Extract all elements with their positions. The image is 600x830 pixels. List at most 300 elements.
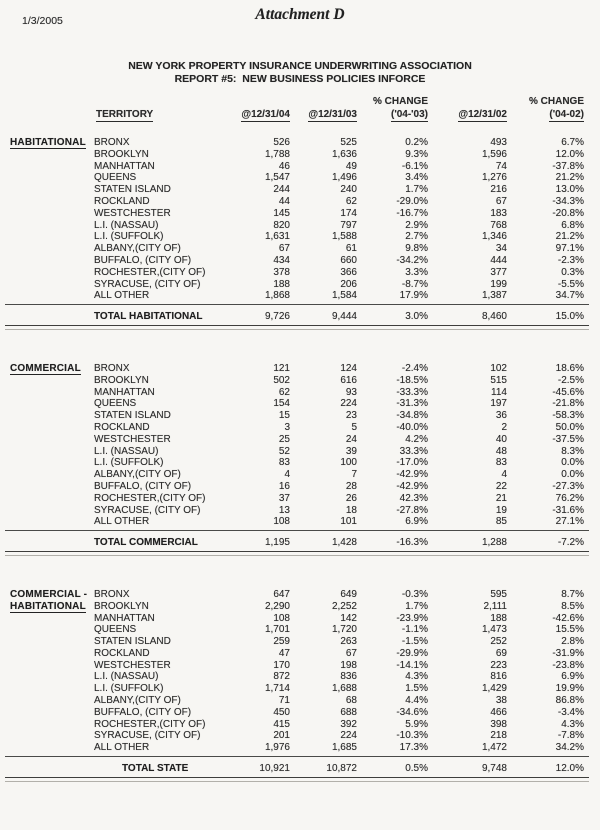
value-12-31-03-cell: 224 bbox=[340, 730, 357, 742]
horizontal-rule-double bbox=[5, 777, 589, 782]
value-12-31-04-cell: 244 bbox=[273, 184, 290, 196]
value-12-31-04-cell: 378 bbox=[273, 266, 290, 278]
table-row bbox=[10, 243, 584, 255]
value-12-31-02-cell: 21 bbox=[495, 492, 507, 504]
pct-change-04-03-cell: -16.7% bbox=[396, 207, 428, 219]
pct-change-04-03-cell: -18.5% bbox=[396, 374, 428, 386]
table-row bbox=[10, 422, 584, 434]
territory-cell: BUFFALO, (CITY OF) bbox=[94, 706, 192, 718]
pct-change-04-02-cell: -2.3% bbox=[557, 254, 584, 266]
pct-change-04-03-cell: -34.2% bbox=[396, 254, 428, 266]
pct-change-04-02-cell: 6.8% bbox=[561, 219, 584, 231]
section-label-cell bbox=[10, 719, 78, 731]
pct-change-04-03-cell: -34.6% bbox=[396, 706, 428, 718]
chg-range-1-label: ('04-'03) bbox=[391, 109, 428, 123]
table-row bbox=[10, 589, 584, 601]
territory-cell: ALBANY,(CITY OF) bbox=[94, 695, 181, 707]
value-12-31-02-cell: 444 bbox=[490, 254, 507, 266]
table-row bbox=[10, 730, 584, 742]
territory-cell: SYRACUSE, (CITY OF) bbox=[94, 278, 201, 290]
table-row bbox=[10, 446, 584, 458]
section-label-cell bbox=[10, 422, 78, 434]
pct-change-04-03-cell: -2.4% bbox=[401, 362, 428, 374]
value-12-31-02-cell: 199 bbox=[490, 278, 507, 290]
table-body bbox=[10, 137, 584, 782]
table-section bbox=[10, 137, 584, 330]
territory-cell: ROCHESTER,(CITY OF) bbox=[94, 492, 206, 504]
pct-change-04-03-cell: 3.3% bbox=[405, 266, 428, 278]
value-12-31-02-cell: 74 bbox=[495, 160, 507, 172]
value-12-31-03-cell: 10,872 bbox=[326, 763, 357, 775]
table-row bbox=[10, 149, 584, 161]
pct-change-04-03-cell: -1.1% bbox=[401, 624, 428, 636]
pct-change-04-03-cell: 0.5% bbox=[405, 763, 428, 775]
value-12-31-04-cell: 1,701 bbox=[264, 624, 290, 636]
table-row bbox=[10, 457, 584, 469]
value-12-31-03-cell: 24 bbox=[345, 433, 357, 445]
value-12-31-03-cell: 1,584 bbox=[331, 290, 357, 302]
total-row bbox=[10, 311, 584, 323]
col-12-31-02-label: @12/31/02 bbox=[458, 109, 507, 123]
value-12-31-04-cell: 526 bbox=[273, 137, 290, 148]
value-12-31-04-cell: 16 bbox=[278, 480, 290, 492]
territory-cell: QUEENS bbox=[94, 624, 137, 636]
pct-change-04-03-cell: 0.2% bbox=[405, 137, 428, 148]
section-label-cell bbox=[10, 516, 78, 528]
table-row bbox=[10, 220, 584, 232]
value-12-31-04-cell: 434 bbox=[273, 254, 290, 266]
territory-cell: WESTCHESTER bbox=[94, 207, 171, 219]
org-title: NEW YORK PROPERTY INSURANCE UNDERWRITING ASSOCIATION bbox=[128, 60, 472, 72]
value-12-31-03-cell: 174 bbox=[340, 207, 357, 219]
value-12-31-04-cell: 37 bbox=[278, 492, 290, 504]
pct-change-04-02-cell: 15.0% bbox=[555, 311, 584, 323]
pct-change-04-03-cell: -34.8% bbox=[396, 410, 428, 422]
table-row bbox=[10, 410, 584, 422]
table-row bbox=[10, 481, 584, 493]
value-12-31-02-cell: 9,748 bbox=[481, 763, 507, 775]
value-12-31-03-cell: 616 bbox=[340, 374, 357, 386]
value-12-31-02-cell: 1,429 bbox=[481, 683, 507, 695]
value-12-31-03-cell: 240 bbox=[340, 184, 357, 196]
section-label-cell bbox=[10, 220, 78, 232]
pct-change-04-02-cell: -37.5% bbox=[552, 433, 584, 445]
value-12-31-02-cell: 398 bbox=[490, 718, 507, 730]
pct-change-04-02-header bbox=[507, 96, 584, 122]
pct-change-04-02-cell: 97.1% bbox=[555, 243, 584, 255]
value-12-31-03-cell: 1,496 bbox=[331, 172, 357, 184]
value-12-31-04-cell: 44 bbox=[278, 195, 290, 207]
value-12-31-02-cell: 218 bbox=[490, 730, 507, 742]
value-12-31-04-cell: 502 bbox=[273, 374, 290, 386]
territory-cell: BROOKLYN bbox=[94, 374, 149, 386]
col-12-31-02-header bbox=[428, 109, 507, 123]
report-table bbox=[10, 96, 584, 782]
value-12-31-03-cell: 9,444 bbox=[331, 311, 357, 323]
value-12-31-04-cell: 188 bbox=[273, 278, 290, 290]
value-12-31-03-cell: 366 bbox=[340, 266, 357, 278]
value-12-31-02-cell: 183 bbox=[490, 207, 507, 219]
pct-change-04-02-cell: 19.9% bbox=[555, 683, 584, 695]
section-label-cell bbox=[10, 161, 78, 173]
value-12-31-04-cell: 2,290 bbox=[264, 600, 290, 612]
value-12-31-03-cell: 392 bbox=[340, 718, 357, 730]
section-label-cell bbox=[10, 613, 78, 625]
territory-cell: L.I. (NASSAU) bbox=[94, 445, 159, 457]
chg-range-2-label: ('04-02) bbox=[549, 109, 584, 123]
value-12-31-02-cell: 85 bbox=[495, 516, 507, 528]
section-label-cell bbox=[10, 290, 78, 302]
value-12-31-02-cell: 1,288 bbox=[481, 537, 507, 549]
value-12-31-02-cell: 2 bbox=[501, 421, 507, 433]
table-row bbox=[10, 208, 584, 220]
pct-change-04-03-cell: 4.2% bbox=[405, 433, 428, 445]
pct-change-04-03-cell: 1.7% bbox=[405, 184, 428, 196]
pct-change-04-03-cell: -33.3% bbox=[396, 386, 428, 398]
value-12-31-04-cell: 9,726 bbox=[264, 311, 290, 323]
report-date: 1/3/2005 bbox=[22, 15, 63, 27]
pct-change-04-03-cell: -23.9% bbox=[396, 612, 428, 624]
section-label-cell bbox=[10, 537, 78, 549]
attachment-title: Attachment D bbox=[255, 6, 345, 23]
territory-cell: ROCKLAND bbox=[94, 647, 150, 659]
value-12-31-02-cell: 197 bbox=[490, 398, 507, 410]
section-label-cell bbox=[10, 660, 78, 672]
territory-cell: WESTCHESTER bbox=[94, 433, 171, 445]
value-12-31-03-cell: 688 bbox=[340, 706, 357, 718]
territory-cell: SYRACUSE, (CITY OF) bbox=[94, 730, 201, 742]
section-label-cell bbox=[10, 469, 78, 481]
pct-change-04-02-cell: 6.9% bbox=[561, 671, 584, 683]
value-12-31-03-cell: 61 bbox=[345, 243, 357, 255]
territory-cell: BROOKLYN bbox=[94, 148, 149, 160]
table-row bbox=[10, 624, 584, 636]
section-label-cell bbox=[10, 742, 78, 754]
pct-change-04-02-cell: 12.0% bbox=[555, 148, 584, 160]
value-12-31-02-cell: 4 bbox=[501, 469, 507, 481]
table-row bbox=[10, 493, 584, 505]
pct-change-04-02-cell: -7.2% bbox=[557, 537, 584, 549]
section-label-cell bbox=[10, 387, 78, 399]
territory-cell: BRONX bbox=[94, 137, 130, 148]
table-row bbox=[10, 505, 584, 517]
value-12-31-02-cell: 40 bbox=[495, 433, 507, 445]
value-12-31-02-cell: 1,346 bbox=[481, 231, 507, 243]
pct-change-04-03-cell: -14.1% bbox=[396, 659, 428, 671]
value-12-31-02-cell: 816 bbox=[490, 671, 507, 683]
value-12-31-04-cell: 820 bbox=[273, 219, 290, 231]
value-12-31-04-cell: 47 bbox=[278, 647, 290, 659]
value-12-31-04-cell: 1,976 bbox=[264, 742, 290, 754]
table-row bbox=[10, 671, 584, 683]
pct-change-04-02-cell: 18.6% bbox=[555, 362, 584, 374]
section-label-cell bbox=[10, 588, 88, 601]
horizontal-rule-double bbox=[5, 325, 589, 330]
pct-change-04-02-cell: 27.1% bbox=[555, 516, 584, 528]
table-row bbox=[10, 660, 584, 672]
value-12-31-03-cell: 100 bbox=[340, 457, 357, 469]
value-12-31-02-cell: 38 bbox=[495, 695, 507, 707]
pct-change-04-02-cell: -42.6% bbox=[552, 612, 584, 624]
value-12-31-04-cell: 1,547 bbox=[264, 172, 290, 184]
section-label-cell bbox=[10, 149, 78, 161]
value-12-31-03-cell: 28 bbox=[345, 480, 357, 492]
value-12-31-03-cell: 1,428 bbox=[331, 537, 357, 549]
value-12-31-03-cell: 1,720 bbox=[331, 624, 357, 636]
horizontal-rule bbox=[5, 530, 589, 531]
pct-change-04-03-cell: 3.4% bbox=[405, 172, 428, 184]
section-label-cell bbox=[10, 763, 78, 775]
value-12-31-04-cell: 121 bbox=[273, 362, 290, 374]
pct-change-04-03-cell: -29.0% bbox=[396, 195, 428, 207]
value-12-31-02-cell: 67 bbox=[495, 195, 507, 207]
pct-change-04-03-cell: -42.9% bbox=[396, 480, 428, 492]
pct-change-04-02-cell: -21.8% bbox=[552, 398, 584, 410]
pct-change-04-02-cell: -27.3% bbox=[552, 480, 584, 492]
pct-change-04-02-cell: 0.0% bbox=[561, 457, 584, 469]
value-12-31-02-cell: 69 bbox=[495, 647, 507, 659]
value-12-31-04-cell: 259 bbox=[273, 636, 290, 648]
pct-change-04-03-cell: -10.3% bbox=[396, 730, 428, 742]
value-12-31-02-cell: 2,111 bbox=[483, 600, 507, 612]
section-label-cell bbox=[10, 362, 81, 375]
value-12-31-04-cell: 1,868 bbox=[264, 290, 290, 302]
section-label-cell bbox=[10, 208, 78, 220]
pct-change-04-03-cell: -1.5% bbox=[401, 636, 428, 648]
territory-cell: MANHATTAN bbox=[94, 160, 155, 172]
total-label: TOTAL STATE bbox=[122, 763, 189, 775]
territory-cell: ALBANY,(CITY OF) bbox=[94, 243, 181, 255]
pct-change-04-02-cell: 8.5% bbox=[561, 600, 584, 612]
section-label-cell bbox=[10, 493, 78, 505]
section-label-cell bbox=[10, 311, 78, 323]
value-12-31-02-cell: 48 bbox=[495, 445, 507, 457]
table-row bbox=[10, 613, 584, 625]
pct-change-04-03-cell: 9.3% bbox=[405, 148, 428, 160]
table-section bbox=[10, 363, 584, 556]
table-row bbox=[10, 161, 584, 173]
value-12-31-04-cell: 46 bbox=[278, 160, 290, 172]
section-label-cell bbox=[10, 243, 78, 255]
pct-change-04-02-cell: 13.0% bbox=[555, 184, 584, 196]
pct-change-04-03-cell: 6.9% bbox=[405, 516, 428, 528]
pct-change-04-03-cell: -16.3% bbox=[396, 537, 428, 549]
value-12-31-04-cell: 83 bbox=[278, 457, 290, 469]
table-row bbox=[10, 267, 584, 279]
value-12-31-03-cell: 1,688 bbox=[331, 683, 357, 695]
pct-change-04-02-cell: -31.6% bbox=[552, 504, 584, 516]
section-label-cell bbox=[10, 624, 78, 636]
total-label: TOTAL COMMERCIAL bbox=[94, 537, 198, 549]
value-12-31-03-cell: 5 bbox=[351, 421, 357, 433]
value-12-31-04-cell: 872 bbox=[273, 671, 290, 683]
value-12-31-03-cell: 649 bbox=[340, 588, 357, 600]
section-label-cell bbox=[10, 707, 78, 719]
value-12-31-04-cell: 647 bbox=[273, 588, 290, 600]
pct-change-04-03-cell: 2.7% bbox=[405, 231, 428, 243]
value-12-31-03-cell: 660 bbox=[340, 254, 357, 266]
value-12-31-03-cell: 39 bbox=[345, 445, 357, 457]
value-12-31-02-cell: 83 bbox=[495, 457, 507, 469]
pct-change-04-03-cell: 1.7% bbox=[405, 600, 428, 612]
territory-cell: BROOKLYN bbox=[94, 600, 149, 612]
section-label-cell bbox=[10, 600, 86, 613]
territory-cell: BRONX bbox=[94, 362, 130, 374]
table-row bbox=[10, 601, 584, 613]
pct-change-04-02-cell: -31.9% bbox=[552, 647, 584, 659]
section-label-cell bbox=[10, 267, 78, 279]
territory-cell: QUEENS bbox=[94, 398, 137, 410]
value-12-31-02-cell: 8,460 bbox=[481, 311, 507, 323]
pct-change-04-03-cell: -8.7% bbox=[401, 278, 428, 290]
territory-cell: L.I. (SUFFOLK) bbox=[94, 683, 164, 695]
territory-cell: BUFFALO, (CITY OF) bbox=[94, 480, 192, 492]
table-row bbox=[10, 137, 584, 149]
value-12-31-03-cell: 67 bbox=[345, 647, 357, 659]
pct-change-04-02-cell: -3.4% bbox=[557, 706, 584, 718]
table-row bbox=[10, 398, 584, 410]
pct-change-04-02-cell: -45.6% bbox=[552, 386, 584, 398]
value-12-31-03-cell: 26 bbox=[345, 492, 357, 504]
section-label-cell bbox=[10, 636, 78, 648]
table-row bbox=[10, 516, 584, 528]
pct-change-04-02-cell: 0.0% bbox=[561, 469, 584, 481]
pct-change-04-02-cell: -37.8% bbox=[552, 160, 584, 172]
value-12-31-02-cell: 515 bbox=[490, 374, 507, 386]
value-12-31-02-cell: 768 bbox=[490, 219, 507, 231]
value-12-31-04-cell: 108 bbox=[273, 516, 290, 528]
pct-change-04-02-cell: 8.7% bbox=[561, 588, 584, 600]
table-row bbox=[10, 469, 584, 481]
territory-cell: WESTCHESTER bbox=[94, 659, 171, 671]
value-12-31-04-cell: 10,921 bbox=[259, 763, 290, 775]
value-12-31-04-cell: 4 bbox=[284, 469, 290, 481]
table-row bbox=[10, 231, 584, 243]
section-label-cell bbox=[10, 446, 78, 458]
territory-cell: ALL OTHER bbox=[94, 290, 150, 302]
pct-change-04-02-cell: -58.3% bbox=[552, 410, 584, 422]
value-12-31-02-cell: 36 bbox=[495, 410, 507, 422]
value-12-31-03-cell: 836 bbox=[340, 671, 357, 683]
table-row bbox=[10, 196, 584, 208]
value-12-31-03-cell: 1,636 bbox=[331, 148, 357, 160]
section-label-cell bbox=[10, 730, 78, 742]
territory-cell: ROCKLAND bbox=[94, 195, 150, 207]
table-row bbox=[10, 683, 584, 695]
pct-change-04-02-cell: 50.0% bbox=[555, 421, 584, 433]
section-label: HABITATIONAL bbox=[10, 600, 86, 612]
pct-change-04-03-cell: -31.3% bbox=[396, 398, 428, 410]
value-12-31-04-cell: 154 bbox=[273, 398, 290, 410]
value-12-31-04-cell: 13 bbox=[278, 504, 290, 516]
pct-change-04-02-cell: 15.5% bbox=[555, 624, 584, 636]
value-12-31-03-cell: 1,685 bbox=[331, 742, 357, 754]
table-row bbox=[10, 172, 584, 184]
value-12-31-03-cell: 797 bbox=[340, 219, 357, 231]
territory-cell: L.I. (NASSAU) bbox=[94, 671, 159, 683]
report-title: REPORT #5: NEW BUSINESS POLICIES INFORCE bbox=[174, 73, 426, 85]
pct-change-04-03-header bbox=[357, 96, 428, 122]
section-label-cell bbox=[10, 671, 78, 683]
value-12-31-04-cell: 201 bbox=[273, 730, 290, 742]
pct-change-04-02-cell: 4.3% bbox=[561, 718, 584, 730]
territory-cell: L.I. (SUFFOLK) bbox=[94, 231, 164, 243]
value-12-31-04-cell: 3 bbox=[284, 421, 290, 433]
value-12-31-04-cell: 1,788 bbox=[264, 148, 290, 160]
value-12-31-03-cell: 18 bbox=[345, 504, 357, 516]
pct-change-04-02-cell: -20.8% bbox=[552, 207, 584, 219]
table-row bbox=[10, 387, 584, 399]
value-12-31-02-cell: 223 bbox=[490, 659, 507, 671]
territory-cell: L.I. (SUFFOLK) bbox=[94, 457, 164, 469]
section-label-cell bbox=[10, 434, 78, 446]
value-12-31-04-cell: 67 bbox=[278, 243, 290, 255]
territory-cell: L.I. (NASSAU) bbox=[94, 219, 159, 231]
value-12-31-02-cell: 1,276 bbox=[481, 172, 507, 184]
pct-change-04-02-cell: -7.8% bbox=[557, 730, 584, 742]
value-12-31-02-cell: 1,472 bbox=[481, 742, 507, 754]
pct-change-04-02-cell: 2.8% bbox=[561, 636, 584, 648]
table-row bbox=[10, 184, 584, 196]
table-row bbox=[10, 290, 584, 302]
pct-change-04-02-cell: 34.7% bbox=[555, 290, 584, 302]
value-12-31-02-cell: 377 bbox=[490, 266, 507, 278]
value-12-31-02-cell: 188 bbox=[490, 612, 507, 624]
value-12-31-04-cell: 25 bbox=[278, 433, 290, 445]
pct-change-04-02-cell: -5.5% bbox=[557, 278, 584, 290]
pct-change-04-03-cell: -17.0% bbox=[396, 457, 428, 469]
pct-change-04-03-cell: 1.5% bbox=[405, 683, 428, 695]
pct-change-04-02-cell: 6.7% bbox=[561, 137, 584, 148]
table-row bbox=[10, 255, 584, 267]
value-12-31-02-cell: 216 bbox=[490, 184, 507, 196]
pct-change-04-03-cell: -40.0% bbox=[396, 421, 428, 433]
value-12-31-04-cell: 1,195 bbox=[264, 537, 290, 549]
territory-cell: ALBANY,(CITY OF) bbox=[94, 469, 181, 481]
section-label-cell bbox=[10, 137, 86, 149]
value-12-31-02-cell: 114 bbox=[491, 386, 507, 398]
section-label-cell bbox=[10, 505, 78, 517]
section-label: COMMERCIAL bbox=[10, 362, 81, 374]
pct-change-04-03-cell: -27.8% bbox=[396, 504, 428, 516]
horizontal-rule bbox=[5, 304, 589, 305]
pct-change-04-03-cell: 4.4% bbox=[405, 695, 428, 707]
pct-change-04-02-cell: 21.2% bbox=[555, 172, 584, 184]
pct-change-04-02-cell: 34.2% bbox=[555, 742, 584, 754]
value-12-31-04-cell: 1,631 bbox=[264, 231, 290, 243]
pct-change-04-02-cell: -34.3% bbox=[552, 195, 584, 207]
col-12-31-04-header bbox=[226, 109, 290, 123]
value-12-31-02-cell: 34 bbox=[495, 243, 507, 255]
value-12-31-03-cell: 62 bbox=[345, 195, 357, 207]
section-label-cell bbox=[10, 375, 78, 387]
horizontal-rule-double bbox=[5, 551, 589, 556]
value-12-31-04-cell: 415 bbox=[273, 718, 290, 730]
total-row bbox=[10, 763, 584, 775]
section-label-cell bbox=[10, 457, 78, 469]
table-row bbox=[10, 279, 584, 291]
table-section bbox=[10, 589, 584, 782]
section-label-cell bbox=[10, 231, 78, 243]
col-12-31-03-header bbox=[290, 109, 357, 123]
value-12-31-02-cell: 595 bbox=[490, 588, 507, 600]
value-12-31-02-cell: 493 bbox=[490, 137, 507, 148]
section-label-cell bbox=[10, 279, 78, 291]
pct-change-04-03-cell: 5.9% bbox=[405, 718, 428, 730]
value-12-31-03-cell: 124 bbox=[340, 362, 357, 374]
value-12-31-03-cell: 101 bbox=[340, 516, 357, 528]
value-12-31-03-cell: 68 bbox=[345, 695, 357, 707]
